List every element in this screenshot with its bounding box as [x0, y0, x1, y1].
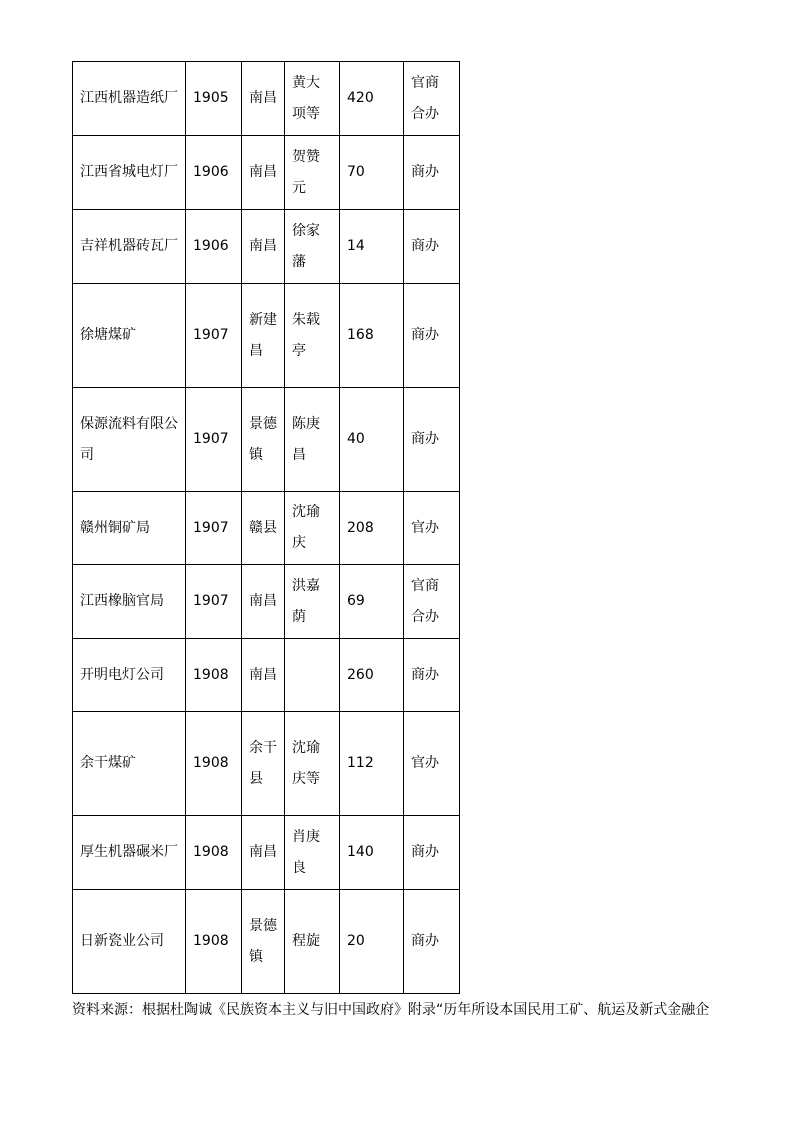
- cell-type: 官商合办: [404, 62, 460, 136]
- cell-founder: 程旋: [285, 890, 340, 994]
- table-row: [73, 712, 460, 816]
- cell-type: 官商合办: [404, 565, 460, 639]
- table-row: [73, 639, 460, 712]
- cell-name: 厚生机器碾米厂: [73, 816, 186, 890]
- cell-place: 南昌: [242, 136, 285, 210]
- cell-year: 1905: [186, 62, 242, 136]
- cell-place: 景德镇: [242, 388, 285, 492]
- cell-place: 南昌: [242, 62, 285, 136]
- cell-place: 南昌: [242, 210, 285, 284]
- cell-founder: 肖庚良: [285, 816, 340, 890]
- cell-place: 南昌: [242, 816, 285, 890]
- cell-founder: 陈庚昌: [285, 388, 340, 492]
- cell-name: 江西机器造纸厂: [73, 62, 186, 136]
- cell-type: 商办: [404, 890, 460, 994]
- cell-capital: 140: [340, 816, 404, 890]
- cell-capital: 69: [340, 565, 404, 639]
- cell-place: 新建昌: [242, 284, 285, 388]
- cell-capital: 260: [340, 639, 404, 712]
- cell-capital: 420: [340, 62, 404, 136]
- table-row: [73, 210, 460, 284]
- cell-founder: 洪嘉荫: [285, 565, 340, 639]
- cell-type: 商办: [404, 136, 460, 210]
- table-row: [73, 890, 460, 994]
- cell-place: 南昌: [242, 565, 285, 639]
- cell-year: 1907: [186, 565, 242, 639]
- cell-type: 商办: [404, 816, 460, 890]
- table-row: [73, 492, 460, 565]
- cell-type: 商办: [404, 210, 460, 284]
- cell-capital: 70: [340, 136, 404, 210]
- cell-founder: 徐家藩: [285, 210, 340, 284]
- cell-founder: 沈瑜庆: [285, 492, 340, 565]
- cell-name: 赣州铜矿局: [73, 492, 186, 565]
- cell-founder: [285, 639, 340, 712]
- cell-name: 徐塘煤矿: [73, 284, 186, 388]
- cell-name: 吉祥机器砖瓦厂: [73, 210, 186, 284]
- cell-type: 官办: [404, 712, 460, 816]
- table-row: [73, 816, 460, 890]
- cell-name: 江西橡脑官局: [73, 565, 186, 639]
- cell-capital: 40: [340, 388, 404, 492]
- cell-year: 1906: [186, 210, 242, 284]
- cell-founder: 黄大项等: [285, 62, 340, 136]
- cell-year: 1908: [186, 712, 242, 816]
- cell-founder: 贺赞元: [285, 136, 340, 210]
- table-row: [73, 565, 460, 639]
- cell-year: 1907: [186, 492, 242, 565]
- table-row: [73, 62, 460, 136]
- cell-place: 赣县: [242, 492, 285, 565]
- table-body: [73, 62, 460, 994]
- cell-year: 1907: [186, 284, 242, 388]
- cell-year: 1906: [186, 136, 242, 210]
- source-note: 资料来源：根据杜陶诚《民族资本主义与旧中国政府》附录“历年所设本国民用工矿、航运及新式金融企: [72, 1002, 710, 1018]
- cell-founder: 朱载亭: [285, 284, 340, 388]
- cell-type: 商办: [404, 639, 460, 712]
- cell-capital: 112: [340, 712, 404, 816]
- cell-capital: 168: [340, 284, 404, 388]
- cell-name: 保源流料有限公司: [73, 388, 186, 492]
- cell-capital: 20: [340, 890, 404, 994]
- cell-type: 商办: [404, 284, 460, 388]
- cell-place: 景德镇: [242, 890, 285, 994]
- cell-year: 1907: [186, 388, 242, 492]
- cell-type: 官办: [404, 492, 460, 565]
- cell-type: 商办: [404, 388, 460, 492]
- cell-year: 1908: [186, 890, 242, 994]
- cell-capital: 208: [340, 492, 404, 565]
- cell-name: 日新瓷业公司: [73, 890, 186, 994]
- cell-year: 1908: [186, 816, 242, 890]
- table-row: [73, 388, 460, 492]
- enterprise-table: [72, 61, 460, 994]
- cell-founder: 沈瑜庆等: [285, 712, 340, 816]
- cell-name: 余干煤矿: [73, 712, 186, 816]
- cell-place: 余干县: [242, 712, 285, 816]
- cell-capital: 14: [340, 210, 404, 284]
- cell-name: 江西省城电灯厂: [73, 136, 186, 210]
- cell-place: 南昌: [242, 639, 285, 712]
- cell-year: 1908: [186, 639, 242, 712]
- table-row: [73, 136, 460, 210]
- cell-name: 开明电灯公司: [73, 639, 186, 712]
- table-row: [73, 284, 460, 388]
